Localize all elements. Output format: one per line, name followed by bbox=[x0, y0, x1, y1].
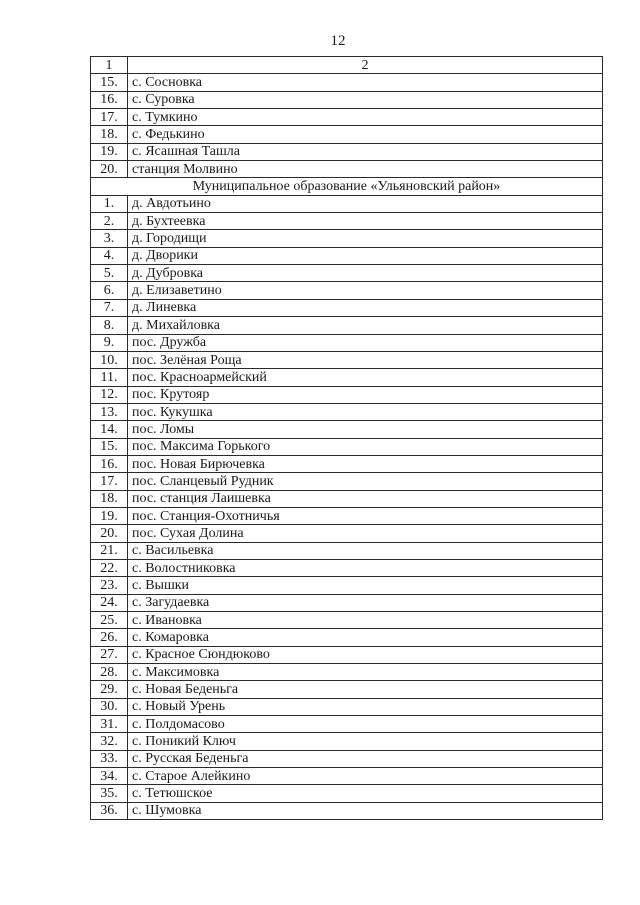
settlement-name: с. Тумкино bbox=[128, 109, 603, 126]
settlement-name: с. Загудаевка bbox=[128, 594, 603, 611]
row-number: 21. bbox=[91, 542, 128, 559]
row-number: 6. bbox=[91, 282, 128, 299]
settlement-name: с. Комаровка bbox=[128, 629, 603, 646]
row-number: 27. bbox=[91, 646, 128, 663]
table-row bbox=[91, 438, 603, 455]
table-row bbox=[91, 542, 603, 559]
table-row bbox=[91, 161, 603, 178]
row-number: 20. bbox=[91, 161, 128, 178]
header-col-2: 2 bbox=[128, 57, 603, 74]
table-row bbox=[91, 594, 603, 611]
settlement-name: пос. Красноармейский bbox=[128, 369, 603, 386]
row-number: 19. bbox=[91, 143, 128, 160]
section-row bbox=[91, 178, 603, 195]
table-row bbox=[91, 646, 603, 663]
row-number: 31. bbox=[91, 716, 128, 733]
table-row bbox=[91, 733, 603, 750]
settlement-name: с. Вышки bbox=[128, 577, 603, 594]
row-number: 28. bbox=[91, 664, 128, 681]
table-row bbox=[91, 559, 603, 576]
row-number: 22. bbox=[91, 559, 128, 576]
table-row bbox=[91, 785, 603, 802]
settlement-name: пос. Новая Бирючевка bbox=[128, 455, 603, 472]
table-row bbox=[91, 213, 603, 230]
settlement-name: пос. Сланцевый Рудник bbox=[128, 473, 603, 490]
settlement-name: с. Полдомасово bbox=[128, 716, 603, 733]
settlement-name: с. Новая Беденьга bbox=[128, 681, 603, 698]
settlement-name: с. Старое Алейкино bbox=[128, 768, 603, 785]
row-number: 35. bbox=[91, 785, 128, 802]
row-number: 17. bbox=[91, 109, 128, 126]
settlement-name: с. Поникий Ключ bbox=[128, 733, 603, 750]
table-row bbox=[91, 74, 603, 91]
settlement-name: пос. Ломы bbox=[128, 421, 603, 438]
settlement-name: д. Михайловка bbox=[128, 317, 603, 334]
table-row bbox=[91, 681, 603, 698]
row-number: 17. bbox=[91, 473, 128, 490]
table-row bbox=[91, 455, 603, 472]
row-number: 10. bbox=[91, 351, 128, 368]
table-row bbox=[91, 629, 603, 646]
table-row bbox=[91, 299, 603, 316]
table-row bbox=[91, 334, 603, 351]
row-number: 20. bbox=[91, 525, 128, 542]
row-number: 25. bbox=[91, 612, 128, 629]
settlement-name: станция Молвино bbox=[128, 161, 603, 178]
section-title: Муниципальное образование «Ульяновский район» bbox=[91, 178, 603, 195]
settlement-name: с. Красное Сюндюково bbox=[128, 646, 603, 663]
table-row bbox=[91, 143, 603, 160]
row-number: 19. bbox=[91, 507, 128, 524]
settlement-name: пос. Максима Горького bbox=[128, 438, 603, 455]
settlement-name: д. Бухтеевка bbox=[128, 213, 603, 230]
table-row bbox=[91, 473, 603, 490]
table-row bbox=[91, 716, 603, 733]
row-number: 33. bbox=[91, 750, 128, 767]
row-number: 34. bbox=[91, 768, 128, 785]
page-number: 12 bbox=[330, 33, 346, 49]
row-number: 24. bbox=[91, 594, 128, 611]
row-number: 32. bbox=[91, 733, 128, 750]
row-number: 16. bbox=[91, 455, 128, 472]
settlement-name: с. Федькино bbox=[128, 126, 603, 143]
row-number: 12. bbox=[91, 386, 128, 403]
row-number: 36. bbox=[91, 802, 128, 819]
settlement-name: д. Авдотьино bbox=[128, 195, 603, 212]
table-row bbox=[91, 403, 603, 420]
settlement-name: с. Шумовка bbox=[128, 802, 603, 819]
table-row bbox=[91, 126, 603, 143]
settlement-name: с. Ясашная Ташла bbox=[128, 143, 603, 160]
table-row bbox=[91, 351, 603, 368]
row-number: 23. bbox=[91, 577, 128, 594]
row-number: 5. bbox=[91, 265, 128, 282]
table-row bbox=[91, 612, 603, 629]
settlement-name: с. Максимовка bbox=[128, 664, 603, 681]
table-row bbox=[91, 230, 603, 247]
table-row bbox=[91, 195, 603, 212]
settlement-name: пос. станция Лаишевка bbox=[128, 490, 603, 507]
table-row bbox=[91, 109, 603, 126]
settlement-name: пос. Зелёная Роща bbox=[128, 351, 603, 368]
row-number: 16. bbox=[91, 91, 128, 108]
table-row bbox=[91, 698, 603, 715]
row-number: 8. bbox=[91, 317, 128, 334]
row-number: 4. bbox=[91, 247, 128, 264]
settlement-name: д. Городищи bbox=[128, 230, 603, 247]
settlement-name: с. Русская Беденьга bbox=[128, 750, 603, 767]
settlement-name: с. Ивановка bbox=[128, 612, 603, 629]
row-number: 29. bbox=[91, 681, 128, 698]
settlement-name: пос. Сухая Долина bbox=[128, 525, 603, 542]
header-col-1: 1 bbox=[91, 57, 128, 74]
row-number: 1. bbox=[91, 195, 128, 212]
table-row bbox=[91, 525, 603, 542]
settlement-name: с. Волостниковка bbox=[128, 559, 603, 576]
table-row bbox=[91, 802, 603, 819]
settlement-name: с. Сосновка bbox=[128, 74, 603, 91]
settlement-name: д. Елизаветино bbox=[128, 282, 603, 299]
table-row bbox=[91, 577, 603, 594]
settlement-name: пос. Кукушка bbox=[128, 403, 603, 420]
table-row bbox=[91, 247, 603, 264]
settlement-name: с. Новый Урень bbox=[128, 698, 603, 715]
settlement-name: с. Тетюшское bbox=[128, 785, 603, 802]
table-row bbox=[91, 265, 603, 282]
table-row bbox=[91, 664, 603, 681]
row-number: 18. bbox=[91, 126, 128, 143]
table-row bbox=[91, 750, 603, 767]
row-number: 14. bbox=[91, 421, 128, 438]
table-row bbox=[91, 386, 603, 403]
row-number: 26. bbox=[91, 629, 128, 646]
settlement-name: пос. Крутояр bbox=[128, 386, 603, 403]
table-row bbox=[91, 490, 603, 507]
table-row bbox=[91, 282, 603, 299]
row-number: 30. bbox=[91, 698, 128, 715]
settlement-name: с. Васильевка bbox=[128, 542, 603, 559]
settlement-name: с. Суровка bbox=[128, 91, 603, 108]
row-number: 3. bbox=[91, 230, 128, 247]
table-row bbox=[91, 768, 603, 785]
table-body bbox=[91, 57, 603, 820]
table-row bbox=[91, 421, 603, 438]
row-number: 15. bbox=[91, 74, 128, 91]
settlement-name: пос. Станция-Охотничья bbox=[128, 507, 603, 524]
settlement-name: д. Дворики bbox=[128, 247, 603, 264]
settlement-name: д. Дубровка bbox=[128, 265, 603, 282]
table-row bbox=[91, 369, 603, 386]
row-number: 9. bbox=[91, 334, 128, 351]
row-number: 7. bbox=[91, 299, 128, 316]
row-number: 15. bbox=[91, 438, 128, 455]
row-number: 18. bbox=[91, 490, 128, 507]
table-row bbox=[91, 507, 603, 524]
table-row bbox=[91, 317, 603, 334]
table-row bbox=[91, 91, 603, 108]
settlement-name: д. Линевка bbox=[128, 299, 603, 316]
settlements-table-container bbox=[90, 56, 602, 820]
row-number: 11. bbox=[91, 369, 128, 386]
table-header-row bbox=[91, 57, 603, 74]
row-number: 13. bbox=[91, 403, 128, 420]
settlement-name: пос. Дружба bbox=[128, 334, 603, 351]
row-number: 2. bbox=[91, 213, 128, 230]
settlements-table bbox=[90, 56, 603, 820]
